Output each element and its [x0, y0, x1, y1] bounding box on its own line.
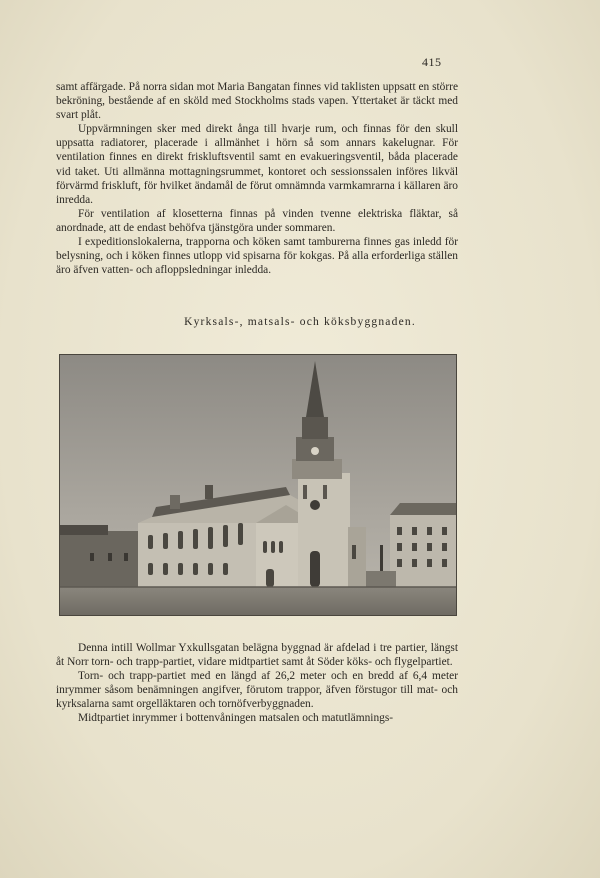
- figure-caption: Kyrksals-, matsals- och köksbyggnaden.: [184, 316, 416, 328]
- bottom-text-block: [56, 641, 458, 726]
- church-building-photo: [59, 354, 457, 616]
- paragraph: I expeditionslokalerna, trapporna och köken samt tamburerna finnes gas inledd för belysning, och i köken finnes utlopp vid spisarna för kokgas. På alla erforderliga ställen äro äfven vatten- och afloppsledningar inledda.: [56, 236, 458, 277]
- page-number: 415: [422, 55, 442, 69]
- paragraph: Uppvärmningen sker med direkt ånga till hvarje rum, och finnas för den skull uppsatta radiatorer, placerade i allmänhet i hörn så som annars kakelugnar. För ventilation finnes en direkt friskluftsventil samt en evakueringsventil, båda placerade vid taket. Uti allmänna mottagningsrummet, kontoret och sessionssalen införes likväl förvärmd friskluft, för hvilket ändamål de förut omnämnda varmkamrarna i källaren äro inredda.: [56, 123, 458, 206]
- paragraph: Denna intill Wollmar Yxkullsgatan belägna byggnad är afdelad i tre partier, längst åt Norr torn- och trapp-partiet, vidare midtpartiet samt åt Söder köks- och flygelpartiet.: [56, 642, 458, 669]
- paragraph: Torn- och trapp-partiet med en längd af 26,2 meter och en bredd af 6,4 meter inrymmer såsom benämningen angifver, förutom trappor, äfven förstugor till mat- och kyrksalarna samt orgelläktaren och tornöfverbyggnaden.: [56, 670, 458, 711]
- paragraph: samt affärgade. På norra sidan mot Maria Bangatan finnes vid taklisten uppsatt en större bekröning, bestående af en sköld med Stockholms stads vapen. Yttertaket är täckt med svart plåt.: [56, 81, 458, 122]
- paragraph: Midtpartiet inrymmer i bottenvåningen matsalen och matutlämnings-: [78, 712, 394, 725]
- top-text-block: [56, 80, 458, 277]
- paragraph: För ventilation af klosetterna finnas på vinden tvenne elektriska fläktar, så anordnade, att de endast behöfva tjänstgöra under sommaren.: [56, 207, 458, 234]
